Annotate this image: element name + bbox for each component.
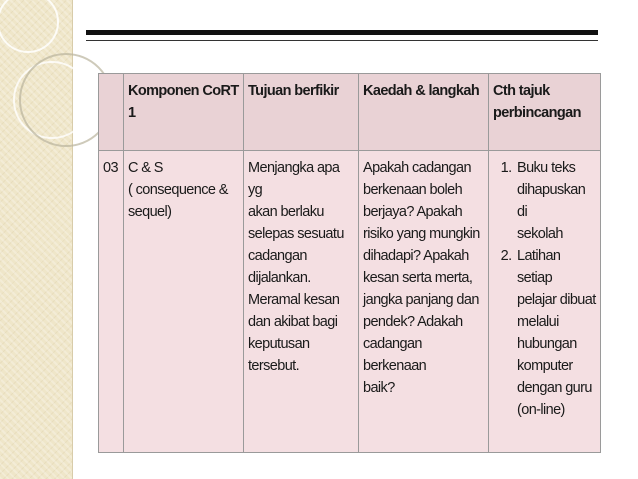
table-row xyxy=(99,151,601,453)
row-number: 03 xyxy=(99,151,124,453)
examples-cell xyxy=(489,151,601,453)
header-komponen: Komponen CoRT 1 xyxy=(124,74,244,151)
example-item: 2. Latihan setiap pelajar dibuat melalui hubungan komputer dengan guru (on-line) xyxy=(515,245,596,421)
header-contoh: Cth tajuk perbincangan xyxy=(489,74,601,151)
cort-table xyxy=(98,73,601,453)
table-header-row xyxy=(99,74,601,151)
examples-list xyxy=(493,157,596,421)
kaedah-cell: Apakah cadangan berkenaan boleh berjaya? Apakah risiko yang mungkin dihadapi? Apakah kesan serta merta, jangka panjang dan pendek? Adakah cadangan berkenaan baik? xyxy=(359,151,489,453)
component-description: ( consequence & sequel) xyxy=(128,182,228,220)
component-name: C & S xyxy=(128,160,163,176)
header-number xyxy=(99,74,124,151)
title-rule-thin xyxy=(86,40,598,41)
decorative-sidebar xyxy=(0,0,73,479)
title-rule-thick xyxy=(86,30,598,35)
example-item: 1. Buku teks dihapuskan di sekolah xyxy=(515,157,596,245)
component-cell xyxy=(124,151,244,453)
header-kaedah: Kaedah & langkah xyxy=(359,74,489,151)
tujuan-cell: Menjangka apa yg akan berlaku selepas sesuatu cadangan dijalankan. Meramal kesan dan akibat bagi keputusan tersebut. xyxy=(244,151,359,453)
header-tujuan: Tujuan berfikir xyxy=(244,74,359,151)
